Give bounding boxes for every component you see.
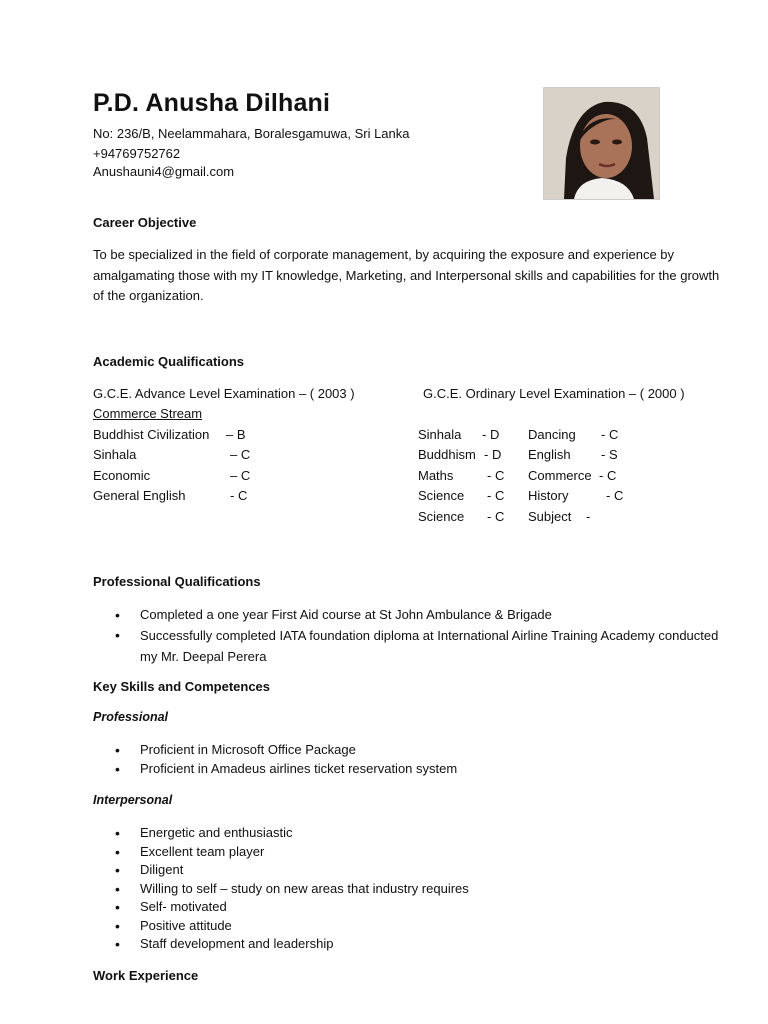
professional-qualifications-list	[93, 606, 733, 667]
list-item: • Diligent	[115, 862, 184, 878]
al-subject: Buddhist Civilization	[93, 427, 210, 442]
bullet: •	[115, 607, 120, 623]
al-stream: Commerce Stream	[93, 406, 203, 421]
bullet: •	[115, 626, 120, 643]
ol-grade: -	[586, 509, 591, 524]
list-item: • Positive attitude	[115, 917, 232, 934]
ol-grade: - C	[487, 468, 505, 483]
al-grade: – B	[226, 427, 246, 442]
bullet: •	[115, 862, 120, 878]
list-item: • Excellent team player	[115, 843, 265, 860]
professional-skills-list	[93, 741, 733, 778]
al-title: G.C.E. Advance Level Examination – ( 2003 )	[93, 386, 355, 401]
ol-subject: Maths	[418, 468, 454, 483]
ol-grade: - D	[484, 447, 502, 462]
candidate-name: P.D. Anusha Dilhani	[93, 89, 331, 117]
ol-grade: - C	[487, 488, 505, 503]
phone: +94769752762	[93, 146, 181, 161]
list-item: • Proficient in Microsoft Office Package	[115, 742, 356, 758]
ol-subject: Commerce	[528, 468, 592, 483]
al-subject: General English	[93, 488, 186, 503]
al-grade: - C	[230, 488, 248, 503]
bullet: •	[115, 825, 120, 841]
ol-grade: - C	[487, 509, 505, 524]
career-objective-heading: Career Objective	[93, 215, 197, 230]
ol-subject: Dancing	[528, 427, 576, 442]
ol-grade: - C	[606, 488, 624, 503]
al-grade: – C	[230, 468, 251, 483]
list-item: • Completed a one year First Aid course at St John Ambulance & Brigade	[115, 607, 552, 623]
list-item: • Energetic and enthusiastic	[115, 825, 293, 841]
bullet: •	[115, 917, 120, 934]
interpersonal-skills-list	[93, 824, 733, 954]
list-item: • Proficient in Amadeus airlines ticket reservation system	[115, 760, 458, 777]
al-grade: – C	[230, 447, 251, 462]
bullet: •	[115, 899, 120, 915]
key-skills-heading: Key Skills and Competences	[93, 679, 271, 694]
academic-heading: Academic Qualifications	[93, 354, 244, 369]
ol-title: G.C.E. Ordinary Level Examination – ( 2000 )	[423, 386, 685, 401]
interpersonal-subheading: Interpersonal	[93, 793, 173, 807]
ol-subject: English	[528, 447, 571, 462]
bullet: •	[115, 760, 120, 777]
bullet: •	[115, 742, 120, 758]
ol-grade: - D	[482, 427, 500, 442]
ol-subject: Subject	[528, 509, 572, 524]
portrait-image	[544, 88, 659, 199]
address: No: 236/B, Neelammahara, Boralesgamuwa, Sri Lanka	[93, 126, 410, 141]
professional-subheading: Professional	[93, 710, 169, 724]
bullet: •	[115, 880, 120, 897]
ol-grade: - S	[601, 447, 618, 462]
ol-grade: - C	[599, 468, 617, 483]
ol-subject: Buddhism	[418, 447, 476, 462]
bullet: •	[115, 936, 120, 952]
bullet: •	[115, 843, 120, 860]
professional-qualifications-heading: Professional Qualifications	[93, 574, 261, 589]
al-subject: Economic	[93, 468, 151, 483]
ol-subject: History	[528, 488, 569, 503]
career-objective-text: To be specialized in the field of corporate management, by acquiring the exposure and experience by amalgamating those with my IT knowledge, Marketing, and Interpersonal skills and capabilities for the growth of the organization.	[93, 247, 720, 303]
ol-subject: Science	[418, 488, 465, 503]
email: Anushauni4@gmail.com	[93, 164, 235, 179]
list-item: • Willing to self – study on new areas that industry requires	[115, 880, 469, 897]
list-item: • Self- motivated	[115, 899, 227, 915]
al-subject: Sinhala	[93, 447, 137, 462]
list-item: • Staff development and leadership	[115, 936, 334, 952]
profile-photo	[543, 87, 660, 200]
work-experience-heading: Work Experience	[93, 968, 199, 983]
ol-grade: - C	[601, 427, 619, 442]
ol-subject: Science	[418, 509, 465, 524]
ol-subject: Sinhala	[418, 427, 462, 442]
list-item: • Successfully completed IATA foundation diploma at International Airline Training Academy conducted my Mr. Deepal Perera	[115, 626, 719, 664]
